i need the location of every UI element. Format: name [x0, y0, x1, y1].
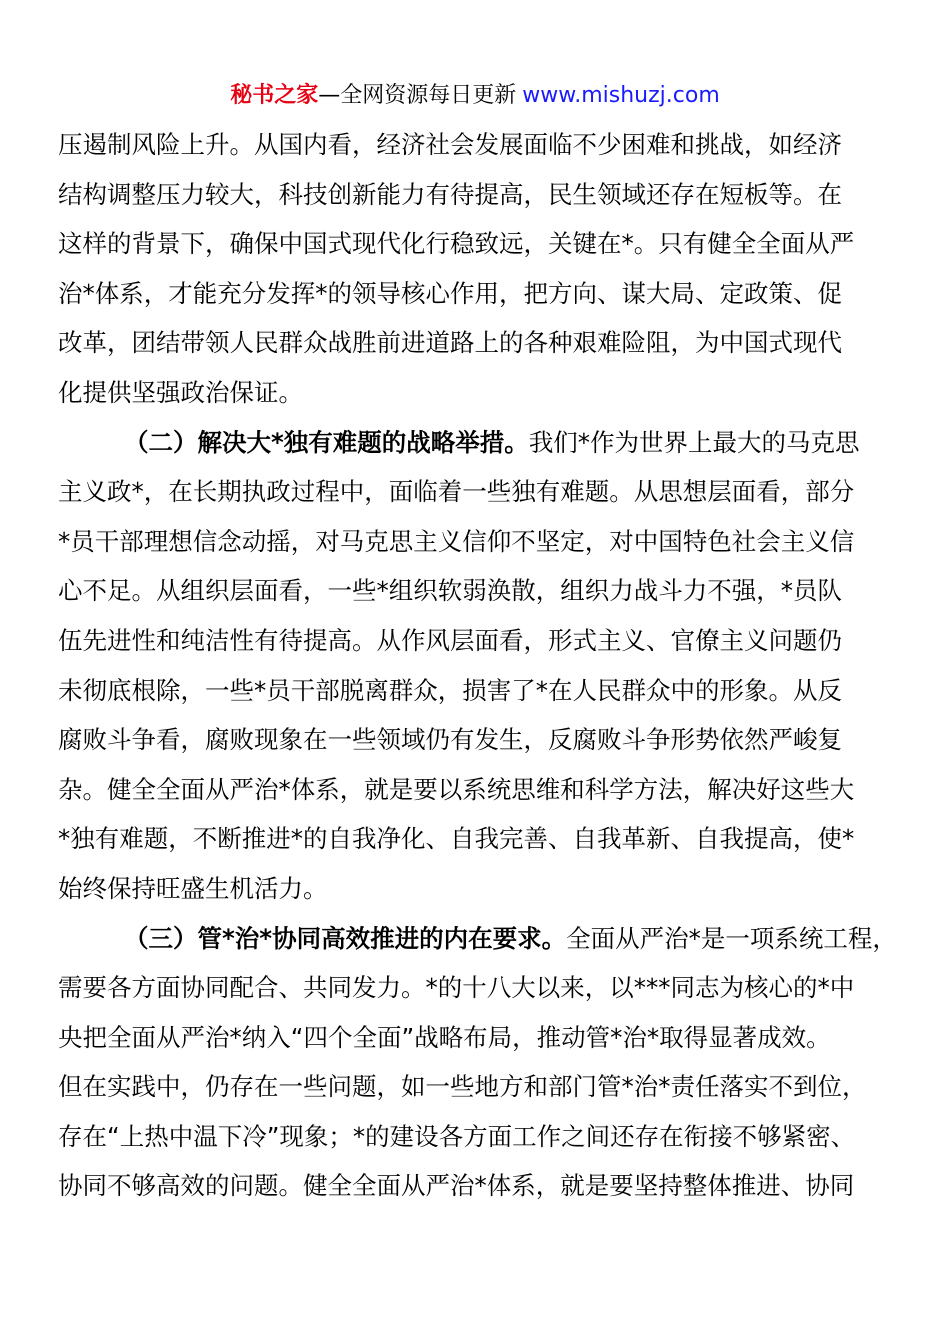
text-line: 伍先进性和纯洁性有待提高。从作风层面看，形式主义、官僚主义问题仍 — [58, 625, 842, 655]
text-line: 央把全面从严治*纳入“四个全面”战略布局，推动管*治*取得显著成效。 — [58, 1022, 831, 1052]
text-line: 杂。健全全面从严治*体系，就是要以系统思维和科学方法，解决好这些大 — [58, 774, 855, 804]
text-line: 协同不够高效的问题。健全全面从严治*体系，就是要坚持整体推进、协同 — [58, 1171, 855, 1201]
text-line: 需要各方面协同配合、共同发力。*的十八大以来，以***同志为核心的*中 — [58, 973, 855, 1003]
site-url-link[interactable]: www.mishuzj.com — [522, 83, 720, 108]
paragraph — [58, 120, 898, 418]
text-line: 压遏制风险上升。从国内看，经济社会发展面临不少困难和挑战，如经济 — [58, 130, 842, 159]
text-line: 但在实践中，仍存在一些问题，如一些地方和部门管*治*责任落实不到位， — [58, 1072, 867, 1102]
text-line: 治*体系，才能充分发挥*的领导核心作用，把方向、谋大局、定政策、促 — [58, 278, 842, 308]
paragraph — [58, 914, 898, 1212]
text-line: 心不足。从组织层面看，一些*组织软弱涣散，组织力战斗力不强，*员队 — [58, 576, 842, 606]
text-line: 这样的背景下，确保中国式现代化行稳致远，关键在*。只有健全全面从严 — [58, 229, 855, 259]
text-line: *员干部理想信念动摇，对马克思主义信仰不坚定，对中国特色社会主义信 — [58, 526, 855, 556]
document-body — [58, 120, 898, 1211]
text-line: 存在“上热中温下冷”现象；*的建设各方面工作之间还存在衔接不够紧密、 — [58, 1121, 856, 1151]
section-heading: （二）解决大*独有难题的战略举措。 — [124, 427, 529, 457]
text-run: 我们*作为世界上最大的马克思 — [528, 427, 860, 457]
section-heading: （三）管*治*协同高效推进的内在要求。 — [124, 923, 567, 953]
text-run: 全面从严治*是一项系统工程， — [566, 923, 897, 953]
text-line: 化提供坚强政治保证。 — [58, 377, 303, 407]
site-tagline: —全网资源每日更新 — [318, 83, 517, 108]
text-line — [58, 914, 898, 964]
site-header — [0, 80, 950, 112]
text-line: 腐败斗争看，腐败现象在一些领域仍有发生，反腐败斗争形势依然严峻复 — [58, 725, 842, 755]
text-line: 未彻底根除，一些*员干部脱离群众，损害了*在人民群众中的形象。从反 — [58, 675, 842, 705]
text-line: 始终保持旺盛生机活力。 — [58, 873, 328, 903]
text-line: 改革，团结带领人民群众战胜前进道路上的各种艰难险阻，为中国式现代 — [58, 328, 842, 358]
paragraph — [58, 418, 898, 914]
text-line: *独有难题，不断推进*的自我净化、自我完善、自我革新、自我提高，使* — [58, 824, 855, 854]
site-name: 秘书之家 — [230, 83, 319, 108]
text-line: 结构调整压力较大，科技创新能力有待提高，民生领域还存在短板等。在 — [58, 179, 842, 209]
text-line: 主义政*，在长期执政过程中，面临着一些独有难题。从思想层面看，部分 — [58, 477, 855, 507]
text-line — [58, 418, 898, 468]
